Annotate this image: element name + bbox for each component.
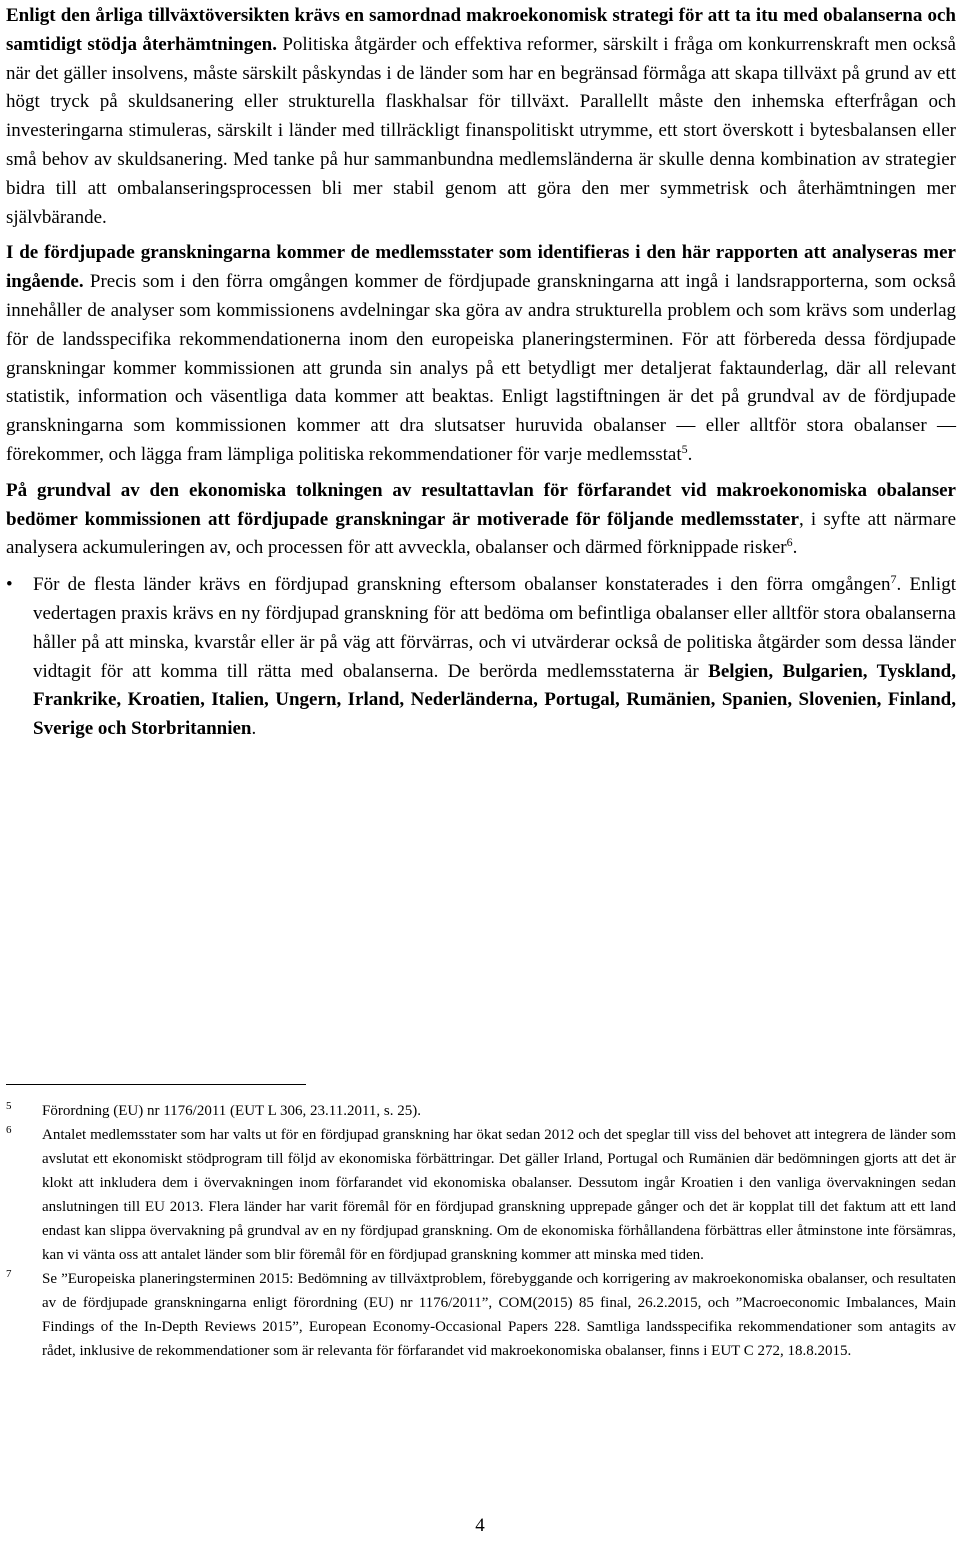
paragraph-2-lead: I de fördjupade granskningarna kommer de medlemsstater som identifieras i den här rapporten att analyseras mer ingående.	[6, 242, 956, 293]
footnote-7	[6, 1267, 956, 1363]
footnote-number: 5	[6, 1100, 12, 1112]
document-page	[6, 2, 956, 751]
footnote-separator	[6, 1084, 306, 1085]
footnote-number: 6	[6, 1124, 12, 1136]
footnotes-section	[6, 1084, 956, 1363]
footnote-text: Antalet medlemsstater som har valts ut för en fördjupad granskning har ökat sedan 2012 och det speglar till viss del behovet att integrera de länder som avslutat ett ekonomiskt stödprogram till följd av ekonomiska förbättringar. Det gäller Irland, Portugal och Rumänien där bedömningen gjorts att det är klokt att inkludera dem i övervakningen inom förfarandet vid ekonomiska obalanser. Dessutom ingår Kroatien i den vanliga övervakningen sedan anslutningen till EU 2013. Flera länder har varit föremål för en fördjupad granskning upprepade gånger och det är kopplat till det faktum att ett land endast kan slippa övervakning på grundval av en ny fördjupad granskning. Om de ekonomiska förhållandena förbättras eller åtminstone inte försämras, kan vi vänta oss att antalet länder som blir föremål för en fördjupad granskning kommer att minska med tiden.	[42, 1127, 956, 1263]
bullet-text-part-2: . Enligt vedertagen praxis krävs en ny fördjupad granskning för att bedöma om befintliga obalanser eller alltför stora obalanserna håller på att minska, kvarstår eller är på väg att förvärras, och vi utvärderar också de politiska åtgärder som dessa länder vidtagit för att komma till rätta med obalanserna. De berörda medlemsstaterna är	[33, 574, 956, 682]
footnote-number: 7	[6, 1268, 12, 1280]
bullet-dot: •	[6, 574, 13, 596]
footnote-ref-6[interactable]: 6	[786, 535, 793, 550]
footnote-text: Se ”Europeiska planeringsterminen 2015: Bedömning av tillväxtproblem, förebyggande och korrigering av makroekonomiska obalanser, och resultaten av de fördjupade granskningarna enligt förordning (EU) nr 1176/2011”, COM(2015) 85 final, 26.2.2015, och ”Macroeconomic Imbalances, Main Findings of the In-Depth Reviews 2015”, European Economy-Occasional Papers 228. Samtliga landsspecifika rekommendationer som antagits av rådet, inklusive de rekommendationer som är relevanta för förfarandet vid makroekonomiska obalanser, finns i EUT C 272, 18.8.2015.	[42, 1271, 956, 1359]
paragraph-1-body: Politiska åtgärder och effektiva reformer, särskilt i fråga om konkurrenskraft men också när det gäller insolvens, måste särskilt påskyndas i de länder som har en begränsad förmåga att skapa tillväxt på grund av ett högt tryck på skuldsanering eller strukturella flaskhalsar för tillväxt. Parallellt måste den inhemska efterfrågan och investeringarna stimuleras, särskilt i länder med tillräckligt finanspolitiskt utrymme, ett stort överskott i bytesbalansen eller små behov av skuldsanering. Med tanke på hur sammanbundna medlemsländerna är skulle denna kombination av strategier bidra till att ombalanseringsprocessen bli mer stabil genom att göra den mer symmetrisk och återhämtningen mer självbärande.	[6, 33, 956, 228]
paragraph-1-lead: Enligt den årliga tillväxtöversikten krävs en samordnad makroekonomisk strategi för att ta itu med obalanserna och samtidigt stödja återhämtningen.	[6, 5, 956, 55]
paragraph-3-end: .	[792, 537, 798, 559]
paragraph-2-body: Precis som i den förra omgången kommer de fördjupade granskningarna att ingå i landsrapporterna, som också innehåller de analyser som kommissionens avdelningar ska göra av andra strukturella problem och som krävs som underlag för de landsspecifika rekommendationerna inom den europeiska planeringsterminen. För att förbereda dessa fördjupade granskningar kommer kommissionen att grunda sin analys på ett betydligt mer detaljerat faktaunderlag, där all relevant statistik, information och väsentliga data kommer att beaktas. Enligt lagstiftningen är det på grundval av de fördjupade granskningarna som kommissionen kommer att dra slutsatser huruvida obalanser — eller alltför stora obalanser — förekommer, och lägga fram lämpliga politiska rekommendationer för varje medlemsstat	[6, 271, 956, 465]
paragraph-1	[6, 2, 956, 232]
footnote-ref-5[interactable]: 5	[681, 441, 688, 456]
paragraph-3-lead: På grundval av den ekonomiska tolkningen av resultattavlan för förfarandet vid makroekonomiska obalanser bedömer kommissionen att fördjupade granskningar är motiverade för följande medlemsstater	[6, 479, 956, 530]
footnote-ref-7[interactable]: 7	[890, 572, 897, 587]
bullet-text	[33, 571, 956, 744]
bullet-end: .	[251, 718, 257, 740]
footnote-text: Förordning (EU) nr 1176/2011 (EUT L 306, 23.11.2011, s. 25).	[42, 1103, 421, 1119]
footnote-5	[6, 1099, 956, 1123]
footnote-6	[6, 1123, 956, 1267]
bullet-item	[6, 571, 956, 751]
page-number: 4	[475, 1515, 485, 1536]
bullet-text-part-1: För de flesta länder krävs en fördjupad granskning eftersom obalanser konstaterades i den förra omgången	[33, 574, 891, 596]
paragraph-2-end: .	[687, 443, 693, 465]
country-list: Belgien, Bulgarien, Tyskland, Frankrike, Kroatien, Italien, Ungern, Irland, Nederländerna, Portugal, Rumänien, Spanien, Slovenien, Finland, Sverige och Storbritannien	[33, 660, 956, 740]
paragraph-3	[6, 477, 956, 563]
paragraph-2	[6, 239, 956, 469]
paragraph-3-body: , i syfte att närmare analysera ackumuleringen av, och processen för att avveckla, obalanser och därmed förknippade risker	[6, 508, 957, 559]
